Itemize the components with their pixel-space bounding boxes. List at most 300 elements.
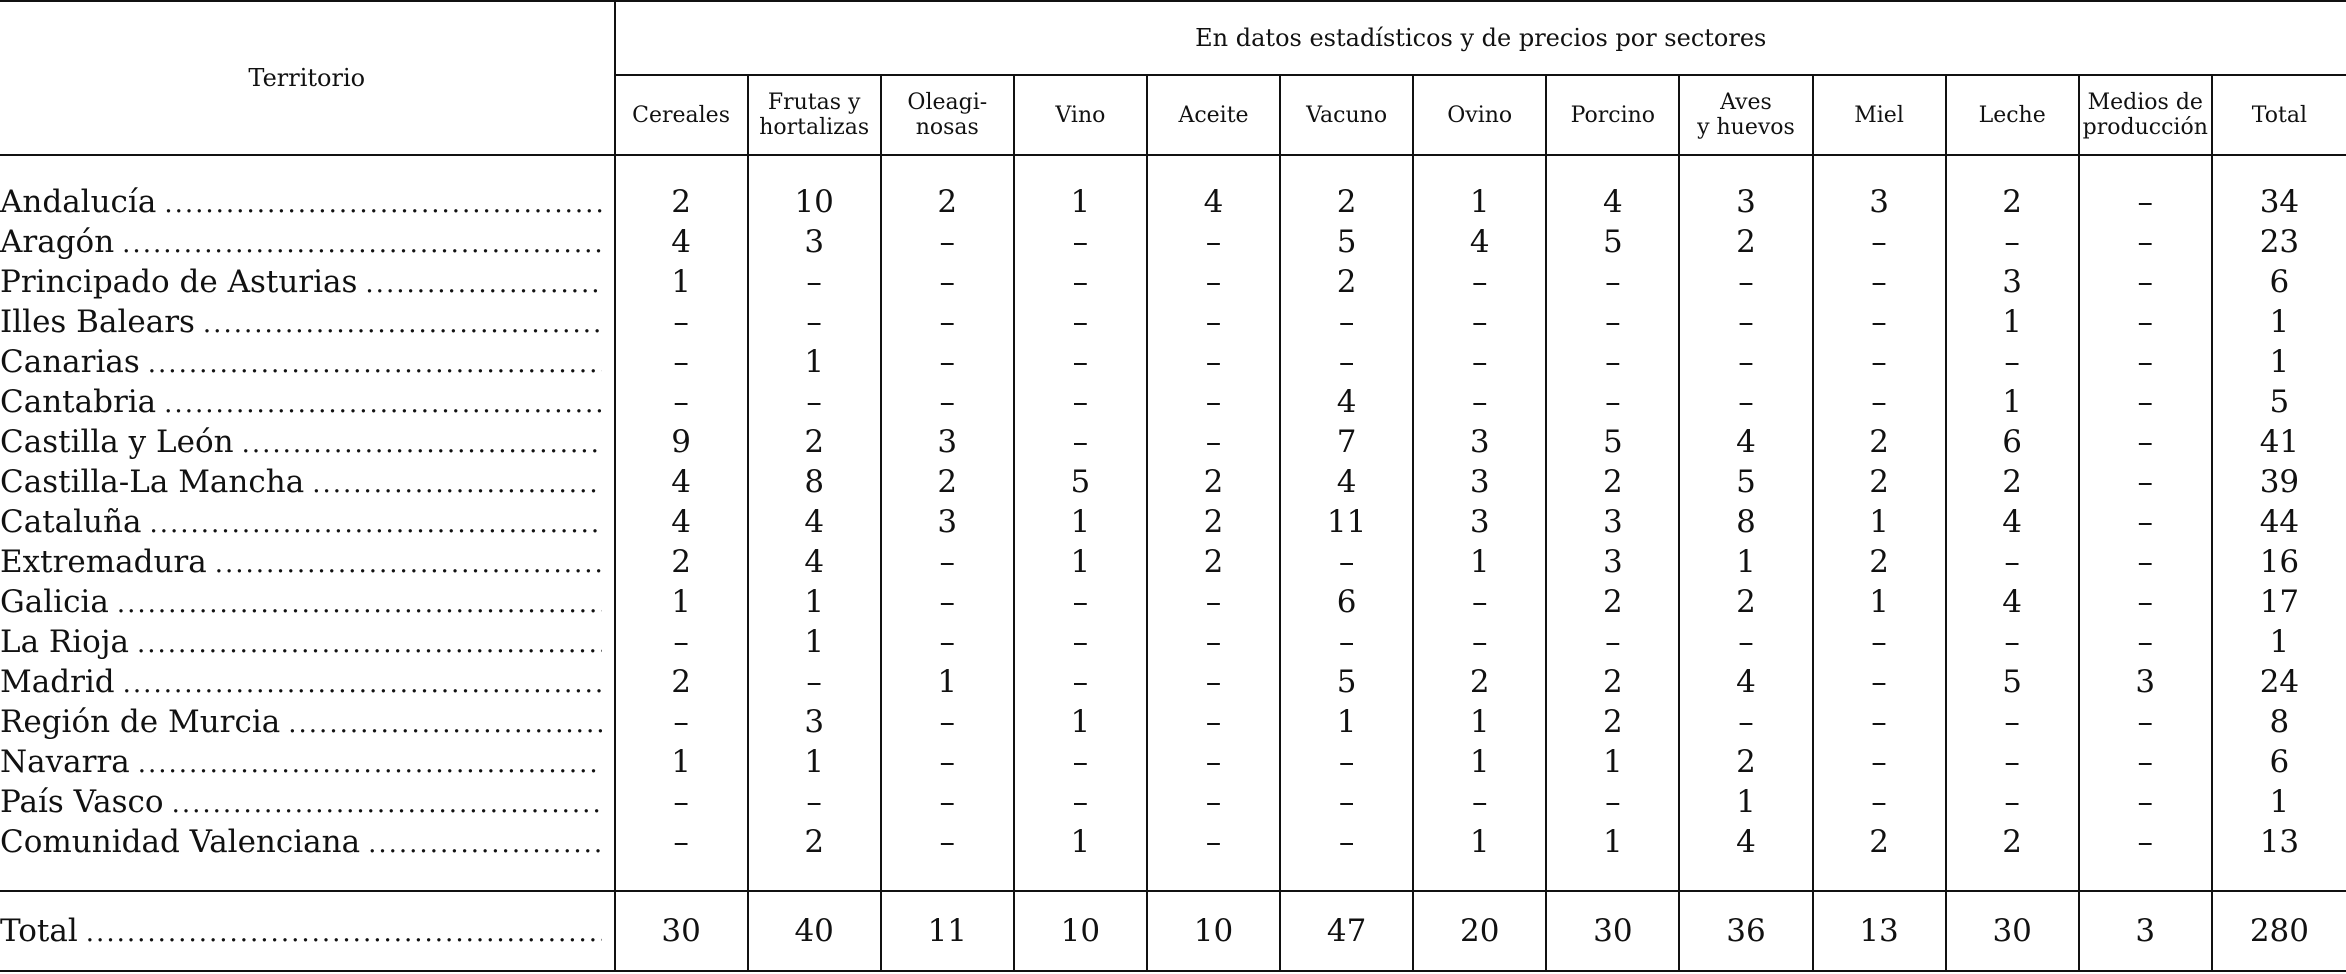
value-cell: 44 (2212, 502, 2346, 542)
column-header-line: Aceite (1178, 102, 1249, 128)
value-cell: 4 (1679, 422, 1812, 462)
value-cell: – (1946, 222, 2079, 262)
dot-leader (365, 269, 601, 299)
spacer-cell (1014, 155, 1147, 182)
territory-label (0, 344, 602, 380)
total-row (0, 891, 2346, 971)
value-cell: 4 (615, 462, 748, 502)
value-cell: – (1813, 702, 1946, 742)
value-cell: 47 (1280, 891, 1413, 971)
territory-label (0, 584, 602, 620)
value-cell: 2 (1813, 462, 1946, 502)
value-cell: 1 (748, 742, 881, 782)
territory-name: Comunidad Valenciana (0, 824, 361, 860)
spacer-cell (881, 862, 1014, 891)
value-cell: – (881, 582, 1014, 622)
value-cell: 30 (615, 891, 748, 971)
territory-label (0, 424, 602, 460)
value-cell: 10 (748, 182, 881, 222)
spacer-cell (1280, 155, 1413, 182)
territory-label (0, 544, 602, 580)
value-cell: – (1813, 262, 1946, 302)
dot-leader (86, 918, 602, 948)
value-cell: 1 (2212, 302, 2346, 342)
territory-label (0, 704, 602, 740)
value-cell: – (881, 702, 1014, 742)
value-cell: 8 (2212, 702, 2346, 742)
spacer-cell (1147, 862, 1280, 891)
value-cell: – (1147, 742, 1280, 782)
value-cell: – (1014, 302, 1147, 342)
value-cell: – (1546, 782, 1679, 822)
column-header (1147, 75, 1280, 155)
table-row (0, 502, 2346, 542)
column-header (1413, 75, 1546, 155)
value-cell: – (1147, 662, 1280, 702)
value-cell: 2 (1946, 822, 2079, 862)
dot-leader (117, 589, 602, 619)
value-cell: – (1147, 342, 1280, 382)
territory-cell (0, 702, 615, 742)
value-cell: 3 (2079, 662, 2212, 702)
column-header-line: nosas (915, 115, 979, 140)
value-cell: – (1147, 702, 1280, 742)
table-row (0, 822, 2346, 862)
value-cell: 1 (1946, 382, 2079, 422)
column-header (2079, 75, 2212, 155)
value-cell: – (1813, 782, 1946, 822)
territory-name: Castilla-La Mancha (0, 464, 305, 500)
column-header (1014, 75, 1147, 155)
value-cell: 280 (2212, 891, 2346, 971)
value-cell: 30 (1546, 891, 1679, 971)
value-cell: – (1014, 422, 1147, 462)
value-cell: – (1147, 302, 1280, 342)
value-cell: – (1413, 302, 1546, 342)
territory-label (0, 304, 602, 340)
dot-leader (312, 469, 601, 499)
table-row (0, 742, 2346, 782)
value-cell: 3 (881, 502, 1014, 542)
value-cell: – (1813, 662, 1946, 702)
value-cell: 3 (1546, 502, 1679, 542)
column-header-line: Ovino (1447, 102, 1513, 128)
value-cell: 4 (1679, 822, 1812, 862)
table-header (0, 1, 2346, 155)
value-cell: 1 (2212, 622, 2346, 662)
territory-cell (0, 342, 615, 382)
value-cell: 2 (1546, 702, 1679, 742)
territory-label (0, 624, 602, 660)
territory-label (0, 184, 602, 220)
table-body (0, 155, 2346, 891)
value-cell: 4 (1946, 502, 2079, 542)
value-cell: – (1946, 742, 2079, 782)
value-cell: – (1546, 342, 1679, 382)
value-cell: 1 (1280, 702, 1413, 742)
value-cell: 4 (748, 502, 881, 542)
territory-label (0, 504, 602, 540)
value-cell: 3 (748, 222, 881, 262)
spacer-cell (1014, 862, 1147, 891)
value-cell: 9 (615, 422, 748, 462)
dot-leader (137, 629, 602, 659)
territory-name: Madrid (0, 664, 115, 700)
value-cell: 3 (1413, 462, 1546, 502)
value-cell: – (881, 342, 1014, 382)
value-cell: 2 (1679, 742, 1812, 782)
value-cell: 1 (881, 662, 1014, 702)
territory-label (0, 224, 602, 260)
column-header (1813, 75, 1946, 155)
value-cell: – (1813, 742, 1946, 782)
table-row (0, 462, 2346, 502)
spacer-cell (1546, 862, 1679, 891)
value-cell: – (2079, 422, 2212, 462)
territory-name: Illes Balears (0, 304, 195, 340)
column-header-line: producción (2082, 115, 2208, 140)
territory-cell (0, 222, 615, 262)
value-cell: 4 (1280, 382, 1413, 422)
column-header-line: Vacuno (1306, 102, 1388, 128)
value-cell: – (1147, 222, 1280, 262)
value-cell: – (1813, 302, 1946, 342)
column-header (1946, 75, 2079, 155)
value-cell: 2 (748, 422, 881, 462)
value-cell: 5 (2212, 382, 2346, 422)
value-cell: 6 (1280, 582, 1413, 622)
value-cell: 2 (1679, 582, 1812, 622)
territory-name: Castilla y León (0, 424, 234, 460)
spacer-cell (1679, 155, 1812, 182)
value-cell: – (1280, 342, 1413, 382)
territory-name: Cantabria (0, 384, 157, 420)
value-cell: 2 (1546, 582, 1679, 622)
value-cell: 3 (1813, 182, 1946, 222)
spacer-cell (1679, 862, 1812, 891)
territory-name: La Rioja (0, 624, 129, 660)
value-cell: – (1147, 582, 1280, 622)
value-cell: 8 (1679, 502, 1812, 542)
territory-header: Territorio (0, 1, 615, 155)
territory-label (0, 744, 602, 780)
value-cell: 1 (2212, 782, 2346, 822)
spacer-cell (1546, 155, 1679, 182)
value-cell: – (1014, 622, 1147, 662)
column-header (2212, 75, 2346, 155)
territory-cell (0, 262, 615, 302)
dot-leader (122, 229, 601, 259)
value-cell: – (2079, 382, 2212, 422)
value-cell: 5 (1546, 222, 1679, 262)
value-cell: – (1147, 782, 1280, 822)
value-cell: – (1813, 222, 1946, 262)
dot-leader (164, 189, 601, 219)
value-cell: – (1280, 542, 1413, 582)
value-cell: – (1413, 342, 1546, 382)
value-cell: 10 (1147, 891, 1280, 971)
territory-name: País Vasco (0, 784, 164, 820)
value-cell: 41 (2212, 422, 2346, 462)
value-cell: 20 (1413, 891, 1546, 971)
table-row (0, 662, 2346, 702)
spacer-cell (1946, 862, 2079, 891)
value-cell: – (1679, 342, 1812, 382)
value-cell: – (1280, 742, 1413, 782)
value-cell: 8 (748, 462, 881, 502)
value-cell: 1 (1014, 702, 1147, 742)
territory-cell (0, 542, 615, 582)
territory-name: Principado de Asturias (0, 264, 358, 300)
value-cell: – (1679, 382, 1812, 422)
value-cell: – (881, 302, 1014, 342)
value-cell: – (2079, 622, 2212, 662)
value-cell: 1 (1413, 182, 1546, 222)
value-cell: 11 (881, 891, 1014, 971)
value-cell: 40 (748, 891, 881, 971)
spacer-cell (615, 155, 748, 182)
table-row (0, 542, 2346, 582)
territory-cell (0, 422, 615, 462)
dot-leader (148, 349, 602, 379)
value-cell: 2 (881, 182, 1014, 222)
spacer-cell (2079, 155, 2212, 182)
value-cell: 11 (1280, 502, 1413, 542)
column-header (1679, 75, 1812, 155)
value-cell: – (615, 822, 748, 862)
value-cell: 3 (1413, 502, 1546, 542)
value-cell: 2 (1147, 542, 1280, 582)
spacer-cell (0, 862, 615, 891)
value-cell: 2 (615, 542, 748, 582)
territory-cell (0, 302, 615, 342)
value-cell: 3 (1546, 542, 1679, 582)
table-row (0, 422, 2346, 462)
table-row (0, 622, 2346, 662)
table-row (0, 222, 2346, 262)
value-cell: 2 (1813, 422, 1946, 462)
value-cell: – (2079, 542, 2212, 582)
spacer-cell (748, 155, 881, 182)
value-cell: 1 (748, 622, 881, 662)
value-cell: – (1679, 702, 1812, 742)
value-cell: 2 (1280, 182, 1413, 222)
spacer-cell (1413, 862, 1546, 891)
spacer-cell (2079, 862, 2212, 891)
value-cell: 1 (1413, 542, 1546, 582)
column-header (748, 75, 881, 155)
spacer-cell (1813, 155, 1946, 182)
value-cell: – (1014, 262, 1147, 302)
spacer-cell (1147, 155, 1280, 182)
spacer-cell (1413, 155, 1546, 182)
territory-name: Aragón (0, 224, 115, 260)
territory-name: Galicia (0, 584, 109, 620)
territory-name: Cataluña (0, 504, 142, 540)
value-cell: 1 (1679, 542, 1812, 582)
territory-name: Andalucía (0, 184, 157, 220)
value-cell: – (1147, 822, 1280, 862)
spacer-cell (748, 862, 881, 891)
value-cell: – (1546, 622, 1679, 662)
value-cell: 2 (748, 822, 881, 862)
column-header-line: y huevos (1697, 115, 1795, 140)
value-cell: – (1413, 622, 1546, 662)
dot-leader (164, 389, 601, 419)
value-cell: – (1280, 782, 1413, 822)
value-cell: – (748, 382, 881, 422)
value-cell: 2 (615, 182, 748, 222)
spacer-row (0, 155, 2346, 182)
territory-label (0, 664, 602, 700)
value-cell: – (1413, 262, 1546, 302)
value-cell: – (881, 622, 1014, 662)
value-cell: 6 (2212, 742, 2346, 782)
value-cell: 6 (1946, 422, 2079, 462)
column-header-line: Cereales (632, 102, 730, 128)
value-cell: 1 (1813, 582, 1946, 622)
column-header-line: hortalizas (759, 115, 870, 140)
spacer-cell (2212, 155, 2346, 182)
spacer-row (0, 862, 2346, 891)
value-cell: 3 (2079, 891, 2212, 971)
value-cell: 1 (1413, 742, 1546, 782)
value-cell: – (1813, 622, 1946, 662)
value-cell: – (1014, 662, 1147, 702)
territory-cell (0, 182, 615, 222)
value-cell: 2 (1546, 462, 1679, 502)
value-cell: 5 (1280, 222, 1413, 262)
column-header-line: Total (2251, 102, 2308, 128)
value-cell: – (1679, 622, 1812, 662)
value-cell: – (748, 782, 881, 822)
value-cell: – (1014, 742, 1147, 782)
value-cell: 1 (1014, 542, 1147, 582)
value-cell: – (1946, 622, 2079, 662)
value-cell: 6 (2212, 262, 2346, 302)
territory-cell (0, 662, 615, 702)
value-cell: 1 (1813, 502, 1946, 542)
spacer-cell (615, 862, 748, 891)
dot-leader (172, 789, 602, 819)
dot-leader (138, 749, 602, 779)
column-header-line: Leche (1978, 102, 2046, 128)
value-cell: – (748, 302, 881, 342)
value-cell: – (1546, 302, 1679, 342)
spacer-cell (0, 155, 615, 182)
column-header (881, 75, 1014, 155)
value-cell: 1 (1946, 302, 2079, 342)
dot-leader (215, 549, 602, 579)
value-cell: – (615, 342, 748, 382)
value-cell: 1 (615, 262, 748, 302)
table-total (0, 891, 2346, 971)
value-cell: – (2079, 502, 2212, 542)
territory-cell (0, 462, 615, 502)
sector-group-header: En datos estadísticos y de precios por sectores (615, 1, 2346, 75)
value-cell: 7 (1280, 422, 1413, 462)
table-row (0, 702, 2346, 742)
value-cell: 1 (615, 742, 748, 782)
value-cell: – (2079, 342, 2212, 382)
value-cell: – (1147, 622, 1280, 662)
value-cell: 2 (615, 662, 748, 702)
value-cell: – (1813, 382, 1946, 422)
value-cell: – (881, 262, 1014, 302)
spacer-cell (1946, 155, 2079, 182)
value-cell: – (1813, 342, 1946, 382)
value-cell: – (2079, 302, 2212, 342)
value-cell: – (881, 782, 1014, 822)
dot-leader (288, 709, 601, 739)
value-cell: 2 (1946, 182, 2079, 222)
value-cell: 4 (615, 222, 748, 262)
dot-leader (368, 829, 601, 859)
territory-name: Total (0, 913, 78, 949)
column-header-line: Aves (1720, 90, 1772, 115)
table-row (0, 302, 2346, 342)
value-cell: 5 (1014, 462, 1147, 502)
value-cell: 3 (881, 422, 1014, 462)
value-cell: 24 (2212, 662, 2346, 702)
value-cell: – (1946, 342, 2079, 382)
value-cell: 4 (1546, 182, 1679, 222)
territory-cell (0, 891, 615, 971)
value-cell: 1 (1014, 822, 1147, 862)
value-cell: – (615, 622, 748, 662)
value-cell: – (1946, 702, 2079, 742)
value-cell: 4 (1679, 662, 1812, 702)
column-header-line: Vino (1055, 102, 1106, 128)
value-cell: 5 (1946, 662, 2079, 702)
value-cell: – (1413, 582, 1546, 622)
value-cell: – (2079, 222, 2212, 262)
value-cell: – (1546, 382, 1679, 422)
value-cell: 30 (1946, 891, 2079, 971)
value-cell: 3 (1679, 182, 1812, 222)
territory-label (0, 784, 602, 820)
value-cell: – (2079, 742, 2212, 782)
value-cell: 5 (1679, 462, 1812, 502)
column-header-line: Oleagi- (907, 90, 988, 115)
value-cell: – (1147, 422, 1280, 462)
value-cell: – (2079, 582, 2212, 622)
value-cell: 4 (1946, 582, 2079, 622)
territory-cell (0, 382, 615, 422)
value-cell: – (1014, 382, 1147, 422)
territory-cell (0, 582, 615, 622)
value-cell: – (1413, 782, 1546, 822)
value-cell: – (2079, 702, 2212, 742)
value-cell: 1 (1679, 782, 1812, 822)
column-header (1546, 75, 1679, 155)
territory-cell (0, 502, 615, 542)
value-cell: 1 (2212, 342, 2346, 382)
value-cell: 1 (748, 582, 881, 622)
dot-leader (242, 429, 602, 459)
spacer-cell (1813, 862, 1946, 891)
value-cell: 1 (615, 582, 748, 622)
value-cell: 3 (1946, 262, 2079, 302)
value-cell: 2 (1813, 542, 1946, 582)
column-header-line: Porcino (1570, 102, 1656, 128)
column-header-line: Medios de (2087, 90, 2203, 115)
territory-cell (0, 622, 615, 662)
table-row (0, 582, 2346, 622)
territory-label (0, 464, 602, 500)
value-cell: 1 (1546, 822, 1679, 862)
value-cell: 5 (1546, 422, 1679, 462)
